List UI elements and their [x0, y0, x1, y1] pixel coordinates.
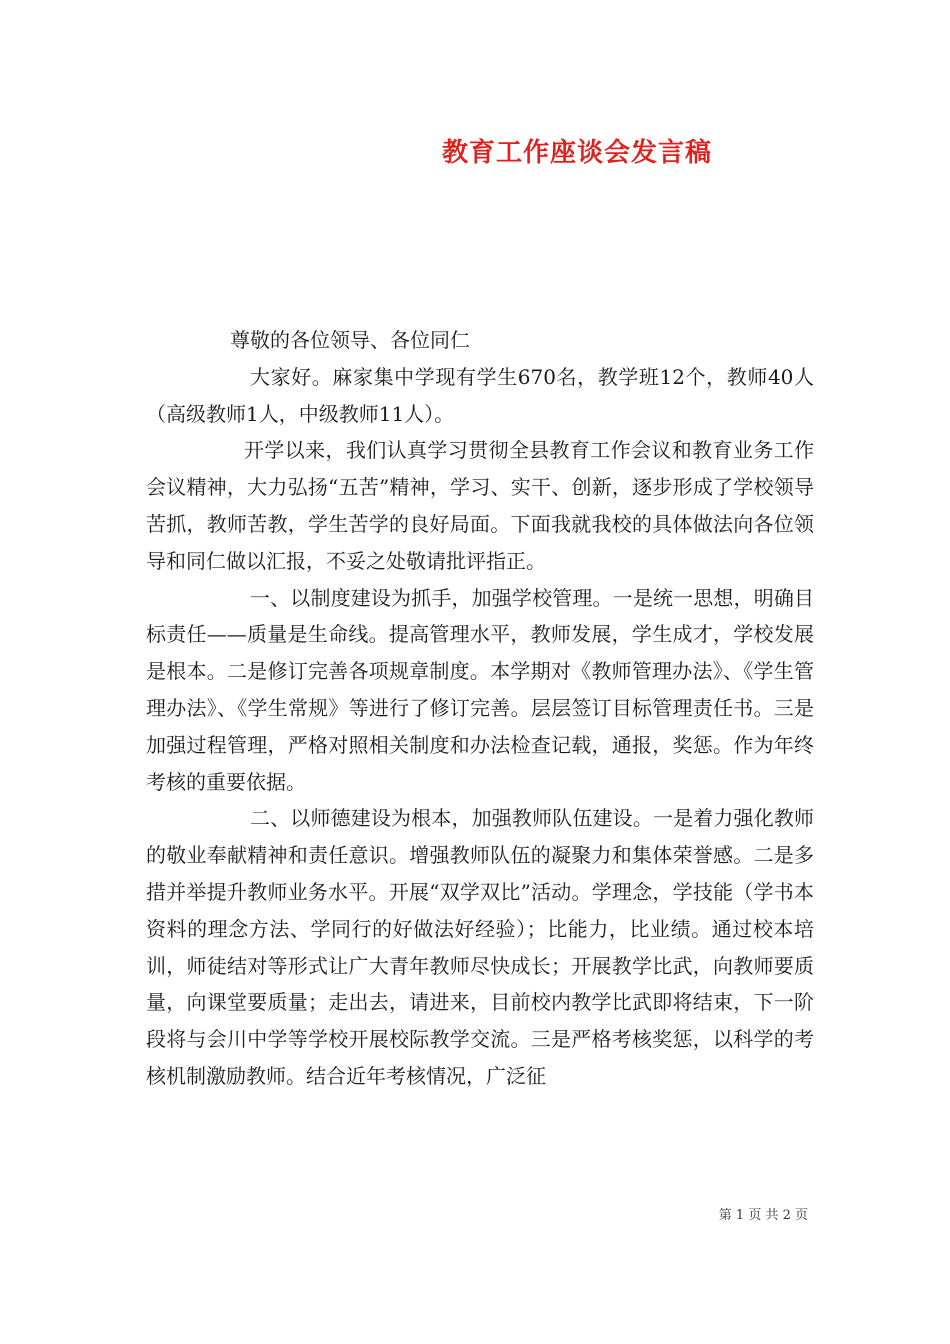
document-title: 教育工作座谈会发言稿 — [441, 138, 712, 168]
paragraph-section-one: 一、以制度建设为抓手，加强学校管理。一是统一思想，明确目标责任——质量是生命线。提高管理水平，教师发展，学生成才，学校发展是根本。二是修订完善各项规章制度。本学期对《教师管理办法》、《学生管理办法》、《学生常规》等进行了修订完善。层层签订目标管理责任书。三是加强过程管理，严格对照相关制度和办法检查记载，通报，奖惩。作为年终考核的重要依据。 — [146, 585, 814, 794]
document-body — [146, 322, 814, 1095]
page-indicator: 第 1 页 共 2 页 — [718, 1208, 808, 1223]
paragraph-intro: 大家好。麻家集中学现有学生670名，教学班12个，教师40人（高级教师1人，中级教师11人）。 — [146, 364, 814, 426]
paragraph-section-two: 二、以师德建设为根本，加强教师队伍建设。一是着力强化教师的敬业奉献精神和责任意识。增强教师队伍的凝聚力和集体荣誉感。二是多措并举提升教师业务水平。开展“双学双比”活动。学理念，学技能（学书本资料的理念方法、学同行的好做法好经验）；比能力，比业绩。通过校本培训，师徒结对等形式让广大青年教师尽快成长；开展教学比武，向教师要质量，向课堂要质量；走出去，请进来，目前校内教学比武即将结束，下一阶段将与会川中学等学校开展校际教学交流。三是严格考核奖惩，以科学的考核机制激励教师。结合近年考核情况，广泛征 — [146, 806, 814, 1088]
paragraph-overview: 开学以来，我们认真学习贯彻全县教育工作会议和教育业务工作会议精神，大力弘扬“五苦”精神，学习、实干、创新，逐步形成了学校领导苦抓，教师苦教，学生苦学的良好局面。下面我就我校的具体做法向各位领导和同仁做以汇报，不妥之处敬请批评指正。 — [146, 438, 814, 573]
greeting-line: 尊敬的各位领导、各位同仁 — [230, 328, 470, 352]
